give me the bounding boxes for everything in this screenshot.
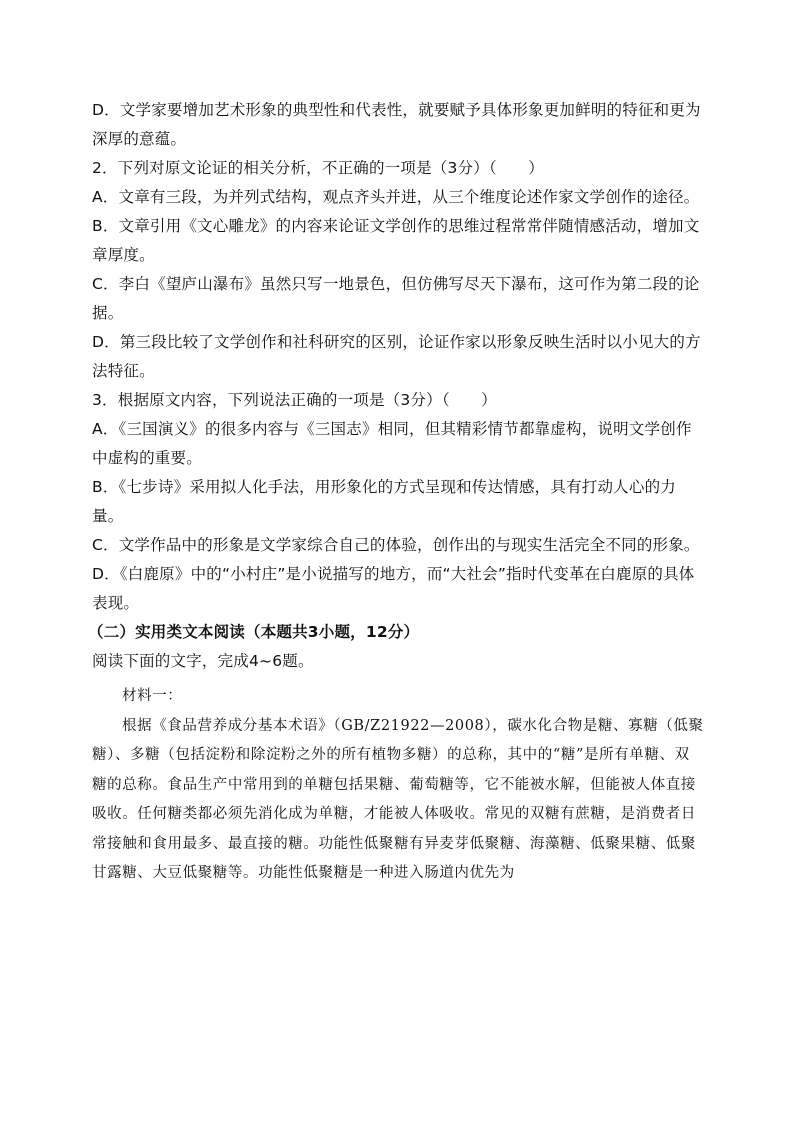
q3-option-d: D．《白鹿原》中的“小村庄”是小说描写的地方，而“大社会”指时代变革在白鹿原的具体表现。	[92, 565, 695, 612]
document-body	[88, 96, 704, 889]
q3-stem: 3．根据原文内容，下列说法正确的一项是（3分）（ ）	[92, 391, 497, 409]
material-paragraph: 根据《食品营养成分基本术语》（GB/Z21922—2008），碳水化合物是糖、寡糖（低聚糖）、多糖（包括淀粉和除淀粉之外的所有植物多糖）的总称，其中的“糖”是所有单糖、双糖的总称。食品生产中常用到的单糖包括果糖、葡萄糖等，它不能被水解，但能被人体直接吸收。任何糖类都必须先消化成为单糖，才能被人体吸收。常见的双糖有蔗糖，是消费者日常接触和食用最多、最直接的糖。功能性低聚糖有异麦芽低聚糖、海藻糖、低聚果糖、低聚甘露糖、大豆低聚糖等。功能性低聚糖是一种进入肠道内优先为	[92, 717, 704, 881]
section-heading: （二）实用类文本阅读（本题共3小题，12分）	[88, 623, 420, 641]
q2-option-b: B．文章引用《文心雕龙》的内容来论证文学创作的思维过程常常伴随情感活动，增加文章厚度。	[92, 217, 700, 264]
q2-stem: 2．下列对原文论证的相关分析，不正确的一项是（3分）（ ）	[92, 159, 544, 177]
q2-option-d: D．第三段比较了文学创作和社科研究的区别，论证作家以形象反映生活时以小见大的方法特征。	[92, 333, 701, 380]
material-label: 材料一：	[122, 688, 183, 704]
q3-option-c: C．文学作品中的形象是文学家综合自己的体验，创作出的与现实生活完全不同的形象。	[92, 536, 700, 554]
section-instruction: 阅读下面的文字，完成4~6题。	[92, 652, 314, 670]
q1-option-d: D．文学家要增加艺术形象的典型性和代表性，就要赋予具体形象更加鲜明的特征和更为深厚的意蕴。	[92, 101, 701, 148]
q3-option-a: A．《三国演义》的很多内容与《三国志》相同，但其精彩情节都靠虚构，说明文学创作中虚构的重要。	[92, 420, 692, 467]
q3-option-b: B．《七步诗》采用拟人化手法，用形象化的方式呈现和传达情感，具有打动人心的力量。	[92, 478, 676, 525]
q2-option-a: A．文章有三段，为并列式结构，观点齐头并进，从三个维度论述作家文学创作的途径。	[92, 188, 700, 206]
material-one	[92, 682, 704, 889]
q2-option-c: C．李白《望庐山瀑布》虽然只写一地景色，但仿佛写尽天下瀑布，这可作为第二段的论据。	[92, 275, 700, 322]
